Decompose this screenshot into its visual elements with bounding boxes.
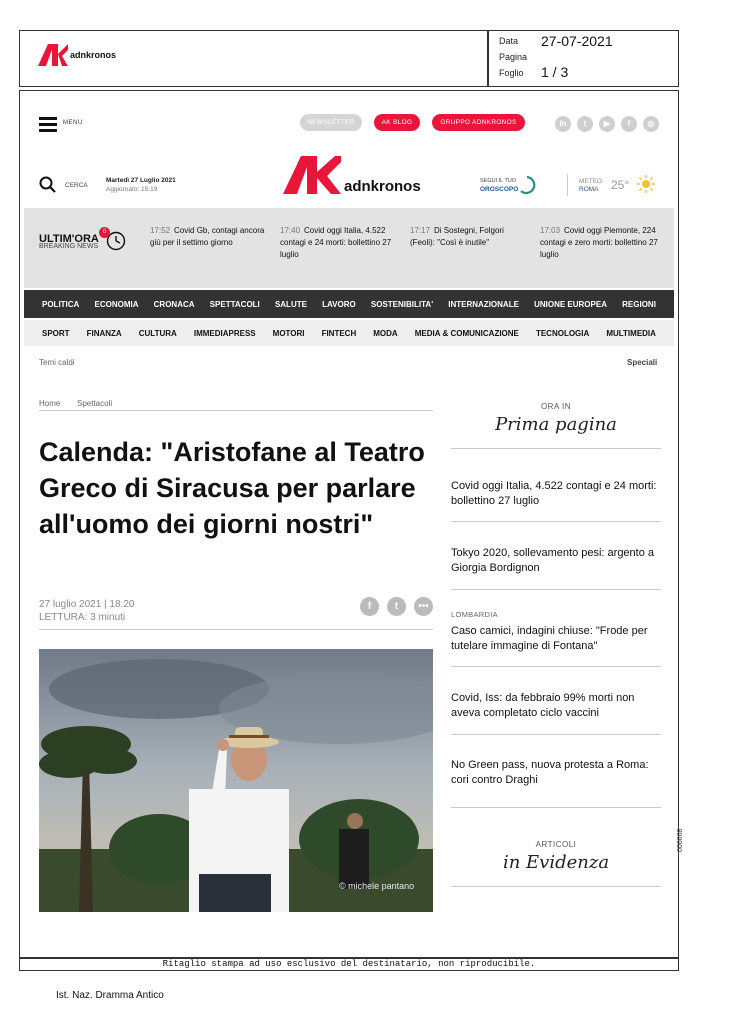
nav-motori[interactable]: MOTORI	[272, 328, 305, 338]
horoscope-link[interactable]: OROSCOPO	[480, 186, 519, 193]
sidebar-item[interactable]: Caso camici, indagini chiuse: "Frode per tutelare immagine di Fontana"	[451, 625, 648, 652]
meta-foglio-label: Foglio	[499, 68, 524, 78]
photo-credit: © michele pantano	[339, 881, 415, 891]
facebook-icon[interactable]: f	[621, 116, 637, 132]
photo-illustration	[39, 649, 433, 912]
main-logo[interactable]	[283, 156, 343, 199]
hamburger-icon[interactable]	[39, 117, 57, 131]
nav-unione-europea[interactable]: UNIONE EUROPEA	[534, 299, 607, 309]
clip-logo	[38, 44, 116, 66]
nav-sport[interactable]: SPORT	[42, 328, 70, 338]
breaking-item[interactable]: 17:52 Covid Gb, contagi ancora giù per il settimo giorno	[150, 226, 265, 247]
sidebar-heading-2: in Evidenza	[502, 852, 610, 873]
header-divider	[567, 174, 568, 196]
horoscope-kicker: SEGUI IL TUO	[480, 178, 517, 184]
breadcrumb-spettacoli[interactable]: Spettacoli	[77, 399, 113, 408]
sidebar-divider	[451, 734, 661, 735]
article-photo	[39, 649, 433, 912]
nav-politica[interactable]: POLITICA	[42, 299, 80, 309]
clip-recipient: Ist. Naz. Dramma Antico	[56, 990, 164, 1001]
gruppo-adnkronos-button[interactable]: GRUPPO ADNKRONOS	[432, 114, 525, 131]
adnkronos-ak-icon	[283, 156, 343, 194]
sidebar-item[interactable]: Covid oggi Italia, 4.522 contagi e 24 morti: bollettino 27 luglio	[451, 480, 657, 507]
primary-nav	[24, 290, 674, 318]
menu-label[interactable]: MENU	[63, 120, 83, 126]
clip-logo-text: adnkronos	[70, 50, 117, 60]
instagram-icon[interactable]: ◎	[643, 116, 659, 132]
horoscope-icon[interactable]	[517, 175, 537, 195]
nav-economia[interactable]: ECONOMIA	[94, 299, 139, 309]
sidebar-kicker-2: ARTICOLI	[535, 840, 577, 849]
sidebar-heading: Prima pagina	[495, 414, 617, 435]
newsletter-button[interactable]: NEWSLETTER	[300, 114, 362, 131]
meteo-label: METEO	[579, 178, 603, 185]
nav-multimedia[interactable]: MULTIMEDIA	[606, 328, 656, 338]
specials-link[interactable]: Speciali	[627, 358, 658, 367]
linkedin-icon[interactable]: in	[555, 116, 571, 132]
search-icon[interactable]	[39, 176, 56, 193]
article-meta	[39, 598, 134, 624]
meteo-city[interactable]: ROMA	[579, 186, 599, 193]
main-logo-text: adnkronos	[344, 178, 421, 195]
adnkronos-logo-icon	[38, 44, 68, 66]
nav-salute[interactable]: SALUTE	[274, 299, 307, 309]
twitter-icon[interactable]: t	[577, 116, 593, 132]
nav-moda[interactable]: MODA	[373, 328, 398, 338]
updated-time: Aggiornato: 15:19	[106, 186, 158, 193]
sidebar-divider	[451, 448, 661, 449]
youtube-icon[interactable]: ▶	[599, 116, 615, 132]
nav-lavoro[interactable]: LAVORO	[322, 299, 356, 309]
sidebar-kicker: ORA IN	[540, 402, 572, 411]
nav-finanza[interactable]: FINANZA	[86, 328, 122, 338]
search-label[interactable]: CERCA	[65, 182, 88, 189]
meta-divider	[39, 629, 433, 630]
clip-code: 006608	[677, 828, 684, 852]
breaking-item[interactable]: 17:17 Di Sostegni, Folgori (Feoli): "Così è inutile"	[410, 226, 504, 247]
nav-regioni[interactable]: REGIONI	[622, 299, 656, 309]
meta-sheet: 1 / 3	[541, 64, 569, 80]
nav-sostenibilita[interactable]: SOSTENIBILITA'	[370, 299, 434, 309]
breaking-subtitle: BREAKING NEWS	[39, 243, 99, 250]
more-share-icon[interactable]: •••	[414, 597, 433, 616]
clip-footer: Ritaglio stampa ad uso esclusivo del destinatario, non riproducibile.	[19, 958, 679, 971]
article-date: 27 luglio 2021 | 18:20	[39, 599, 135, 610]
nav-immediapress[interactable]: IMMEDIAPRESS	[193, 328, 256, 338]
sidebar-divider	[451, 521, 661, 522]
current-date: Martedì 27 Luglio 2021	[106, 177, 176, 184]
nav-media-comunicazione[interactable]: MEDIA & COMUNICAZIONE	[414, 328, 519, 338]
sidebar-divider	[451, 807, 661, 808]
meta-date: 27-07-2021	[541, 33, 613, 49]
breaking-badge: 0	[99, 227, 110, 238]
breadcrumb-divider	[39, 410, 433, 411]
nav-internazionale[interactable]: INTERNAZIONALE	[448, 299, 519, 309]
breaking-item[interactable]: 17:40 Covid oggi Italia, 4.522 contagi e 24 morti: bollettino 27 luglio	[280, 226, 392, 259]
breadcrumb-home[interactable]: Home	[39, 399, 61, 408]
facebook-share-icon[interactable]: f	[360, 597, 379, 616]
breaking-item[interactable]: 17:03 Covid oggi Piemonte, 224 contagi e zero morti: bollettino 27 luglio	[540, 226, 658, 259]
sidebar-item[interactable]: Covid, Iss: da febbraio 99% morti non aveva completato ciclo vaccini	[451, 692, 635, 719]
sidebar-divider	[451, 666, 661, 667]
meta-data-label: Data	[499, 36, 519, 46]
twitter-share-icon[interactable]: t	[387, 597, 406, 616]
sidebar-divider	[451, 886, 661, 887]
hot-topics-label[interactable]: Temi caldi	[39, 358, 75, 367]
article-title: Calenda: "Aristofane al Teatro Greco di Siracusa per parlare all'uomo dei giorni nostri"	[39, 437, 425, 539]
article-reading-time: LETTURA: 3 minuti	[39, 612, 126, 623]
secondary-nav	[24, 320, 674, 346]
breaking-title: ULTIM'ORA	[39, 233, 99, 245]
sidebar-item-tag[interactable]: LOMBARDIA	[451, 610, 498, 619]
meta-pagina-label: Pagina	[499, 52, 528, 62]
nav-tecnologia[interactable]: TECNOLOGIA	[535, 328, 590, 338]
nav-fintech[interactable]: FINTECH	[321, 328, 357, 338]
nav-spettacoli[interactable]: SPETTACOLI	[209, 299, 260, 309]
nav-cronaca[interactable]: CRONACA	[153, 299, 195, 309]
sun-icon	[637, 175, 655, 193]
meteo-temp: 25°	[611, 178, 630, 192]
sidebar-item[interactable]: No Green pass, nuova protesta a Roma: cori contro Draghi	[451, 759, 649, 786]
nav-cultura[interactable]: CULTURA	[138, 328, 177, 338]
sidebar-item[interactable]: Tokyo 2020, sollevamento pesi: argento a Giorgia Bordignon	[451, 547, 655, 574]
ak-blog-button[interactable]: AK BLOG	[374, 114, 420, 131]
sidebar-divider	[451, 589, 661, 590]
